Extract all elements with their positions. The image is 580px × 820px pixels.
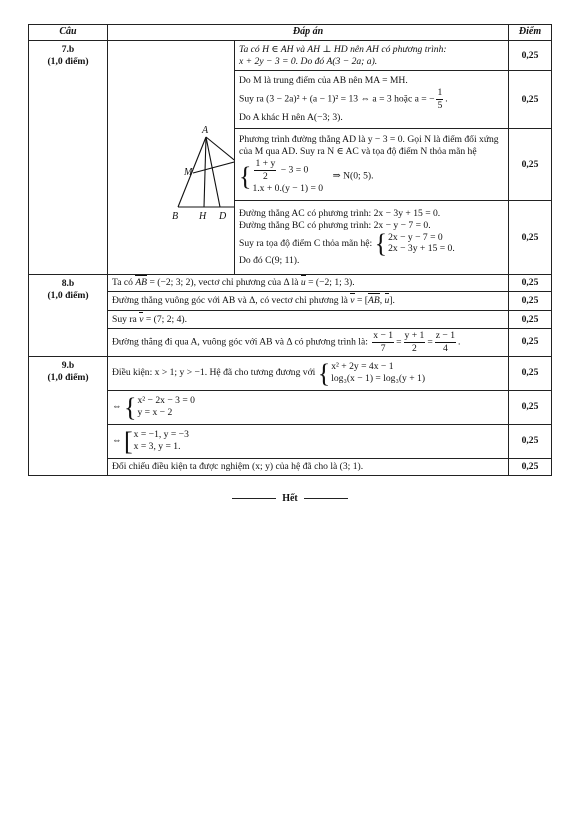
- vector-u: u: [300, 277, 306, 288]
- q7-step-4-text: Suy ra tọa độ điểm C thỏa mãn hệ:: [239, 237, 373, 249]
- q8-points-total: (1,0 điểm): [47, 289, 89, 301]
- q8-number: 8.b: [61, 278, 75, 289]
- q7-score-4: 0,25: [509, 201, 552, 275]
- system-brace: { 2x − y − 7 = 0 2x − 3y + 15 = 0.: [374, 228, 455, 258]
- segment-ac: [206, 137, 234, 207]
- q7-step-2-line-3: Do A khác H nên A(−3; 3).: [239, 111, 343, 123]
- q7-step-3: [235, 129, 509, 201]
- q7-figure-cell: [108, 41, 235, 275]
- answer-table: [28, 24, 552, 476]
- fraction-den: 5: [437, 100, 443, 111]
- q7-step-2-eq: Suy ra (3 − 2a)² + (a − 1)² = 13 ⇔ a = 3 hoặc a = −: [239, 93, 435, 105]
- label-b: B: [172, 211, 179, 222]
- system-bracket: [ x = −1, y = −3 x = 3, y = 1.: [124, 426, 189, 456]
- frac-num: 1 + y: [255, 158, 276, 169]
- system-eq-2: log₃(x − 1) = log₃(y + 1): [331, 373, 426, 385]
- system-eq-2: 1.x + 0.(y − 1) = 0: [252, 182, 324, 194]
- q7-number: 7.b: [61, 44, 75, 55]
- q7-step-3-line-1: Phương trình đường thẳng AD là y − 3 = 0. Gọi N là điểm đối xứng: [239, 134, 499, 146]
- q9-step-2: [108, 390, 509, 424]
- frac-den: 7: [380, 342, 386, 354]
- q7-step-3-line-2: của M qua AD. Suy ra N ∈ AC và tọa độ điểm N thỏa mãn hệ: [239, 146, 477, 158]
- vector-u: u: [384, 295, 390, 306]
- q7-points-total: (1,0 điểm): [47, 55, 89, 67]
- q8-step-2: [108, 292, 509, 311]
- frac-num: x − 1: [373, 330, 394, 341]
- q9-step-1: [108, 356, 509, 390]
- text: = (−2; 3; 2), vectơ chỉ phương của Δ là: [147, 277, 301, 288]
- q9-step-4: Đối chiếu điều kiện ta được nghiệm (x; y) của hệ đã cho là (3; 1).: [108, 458, 509, 475]
- q8-row-3: [29, 311, 552, 329]
- q8-score-2: 0,25: [509, 292, 552, 311]
- system-result: ⇒ N(0; 5).: [332, 170, 374, 182]
- label-m: M: [184, 167, 193, 178]
- fraction-num: 1: [437, 87, 443, 99]
- q7-label-cell: [29, 41, 108, 275]
- q7-step-4: [235, 201, 509, 275]
- q9-row-3: [29, 424, 552, 458]
- system-brace: { x² + 2y = 4x − 1 log₃(x − 1) = log₃(y + 1): [317, 358, 426, 388]
- system-eq-2: 2x − 3y + 15 = 0.: [388, 243, 455, 255]
- frac-num: z − 1: [435, 330, 456, 341]
- vector-v: v: [350, 295, 355, 306]
- vector-v: v: [139, 313, 144, 325]
- frac-den: 4: [443, 342, 448, 354]
- q9-points-total: (1,0 điểm): [47, 371, 89, 383]
- q7-step-1: [235, 41, 509, 71]
- system-eq-1: [252, 158, 323, 183]
- q9-label-cell: [29, 356, 108, 475]
- q8-step-3: [108, 311, 509, 329]
- table-header-row: [29, 25, 552, 41]
- q9-step-3: [108, 424, 509, 458]
- q8-row-1: [29, 275, 552, 292]
- text: ].: [389, 295, 395, 306]
- q7-score-1: 0,25: [509, 41, 552, 71]
- q7-score-3: 0,25: [509, 129, 552, 201]
- q7-step-4-line-1: Đường thẳng AC có phương trình: 2x − 3y + 15 = 0.: [239, 207, 441, 219]
- q7-step-2-end: .: [445, 93, 448, 105]
- header-cau: Câu: [29, 25, 108, 41]
- solution-2: x = 3, y = 1.: [133, 441, 181, 453]
- label-d: D: [219, 211, 227, 222]
- eq-rest: − 3 = 0: [278, 164, 309, 176]
- vector-ab: AB: [367, 295, 380, 306]
- system-eq-1: x² + 2y = 4x − 1: [331, 361, 394, 373]
- text: = (−2; 1; 3).: [305, 277, 355, 288]
- frac-num: y + 1: [404, 330, 425, 341]
- q9-score-3: 0,25: [509, 424, 552, 458]
- system-eq-1: 2x − y − 7 = 0: [388, 231, 443, 243]
- fraction: [436, 87, 443, 112]
- q9-score-2: 0,25: [509, 390, 552, 424]
- label-h: H: [199, 211, 207, 222]
- q7-step-4-system: [239, 228, 504, 258]
- q9-score-1: 0,25: [509, 356, 552, 390]
- text: Đường thẳng vuông góc với AB và Δ, có vectơ chỉ phương là: [112, 295, 351, 306]
- q7-step-4-line-2: Đường thẳng BC có phương trình: 2x − y − 7 = 0.: [239, 219, 431, 231]
- q7-step-3-system: [239, 158, 504, 195]
- q7-step-2-line-2: [239, 87, 504, 112]
- system-eq-2: y = x − 2: [137, 407, 173, 419]
- q7-step-1-line-1: Ta có H ∈ AH và AH ⊥ HD nên AH có phương trình:: [239, 43, 447, 55]
- footer-text: Hết: [282, 493, 298, 504]
- q9-row-1: [29, 356, 552, 390]
- q9-score-4: 0,25: [509, 458, 552, 475]
- q9-number: 9.b: [61, 359, 75, 371]
- fraction: [372, 330, 394, 355]
- text: Suy ra: [112, 313, 140, 325]
- text: ⇔: [112, 401, 122, 413]
- segment-ah: [204, 137, 206, 207]
- q8-row-2: [29, 292, 552, 311]
- q8-label-cell: [29, 275, 108, 357]
- text: Đường thẳng đi qua A, vuông góc với AB và Δ có phương trình là:: [112, 336, 368, 348]
- vector-ab: AB: [135, 277, 148, 288]
- triangle-figure: [108, 41, 234, 261]
- q7-row-1: [29, 41, 552, 71]
- q7-step-4-line-4: Do đó C(9; 11).: [239, 255, 300, 267]
- q7-step-1-line-2: x + 2y − 3 = 0. Do đó A(3 − 2a; a).: [239, 55, 378, 67]
- text: = [: [354, 295, 368, 306]
- q8-step-4: Đường thẳng đi qua A, vuông góc với AB và Δ có phương trình là: $\frac{x - 1}{7}$ = $\frac{y + 1}{2}$ = $\frac{z - 1}{4}$ .: [108, 329, 509, 357]
- segment-ad: [206, 137, 220, 207]
- footer-dash-right: [304, 498, 348, 499]
- footer-dash-left: [232, 498, 276, 499]
- q7-step-2-line-1: Do M là trung điểm của AB nên MA = MH.: [239, 75, 408, 87]
- solution-1: x = −1, y = −3: [133, 429, 189, 441]
- q8-step-1: [108, 275, 509, 292]
- frac-den: 2: [412, 342, 417, 354]
- header-dap-an: Đáp án: [108, 25, 509, 41]
- system-eq-1: x² − 2x − 3 = 0: [137, 395, 195, 407]
- text: ⇔: [112, 435, 122, 447]
- system-brace: { $\frac{1 + y}{2}$ − 3 = 0 1.x + 0.(y − 1) = 0: [239, 158, 324, 194]
- q7-score-2: 0,25: [509, 71, 552, 129]
- segment-mn: [193, 161, 234, 173]
- q7-step-2: [235, 71, 509, 129]
- header-diem: Điểm: [509, 25, 552, 41]
- label-a: A: [202, 125, 209, 136]
- q8-score-4: 0,25: [509, 329, 552, 357]
- q8-row-4: [29, 329, 552, 357]
- fraction: [435, 330, 456, 355]
- document-footer: [0, 493, 580, 504]
- text: = (7; 2; 4).: [143, 313, 187, 325]
- fraction: [404, 330, 426, 355]
- q8-score-1: 0,25: [509, 275, 552, 292]
- q8-score-3: 0,25: [509, 311, 552, 329]
- q9-row-4: [29, 458, 552, 475]
- text: Điều kiện: x > 1; y > −1. Hệ đã cho tương đương với: [112, 367, 316, 379]
- text: ,: [379, 295, 385, 306]
- q9-row-2: [29, 390, 552, 424]
- text: Ta có: [112, 277, 136, 288]
- system-brace: { x² − 2x − 3 = 0 y = x − 2: [124, 392, 195, 422]
- frac-den: 2: [262, 170, 268, 182]
